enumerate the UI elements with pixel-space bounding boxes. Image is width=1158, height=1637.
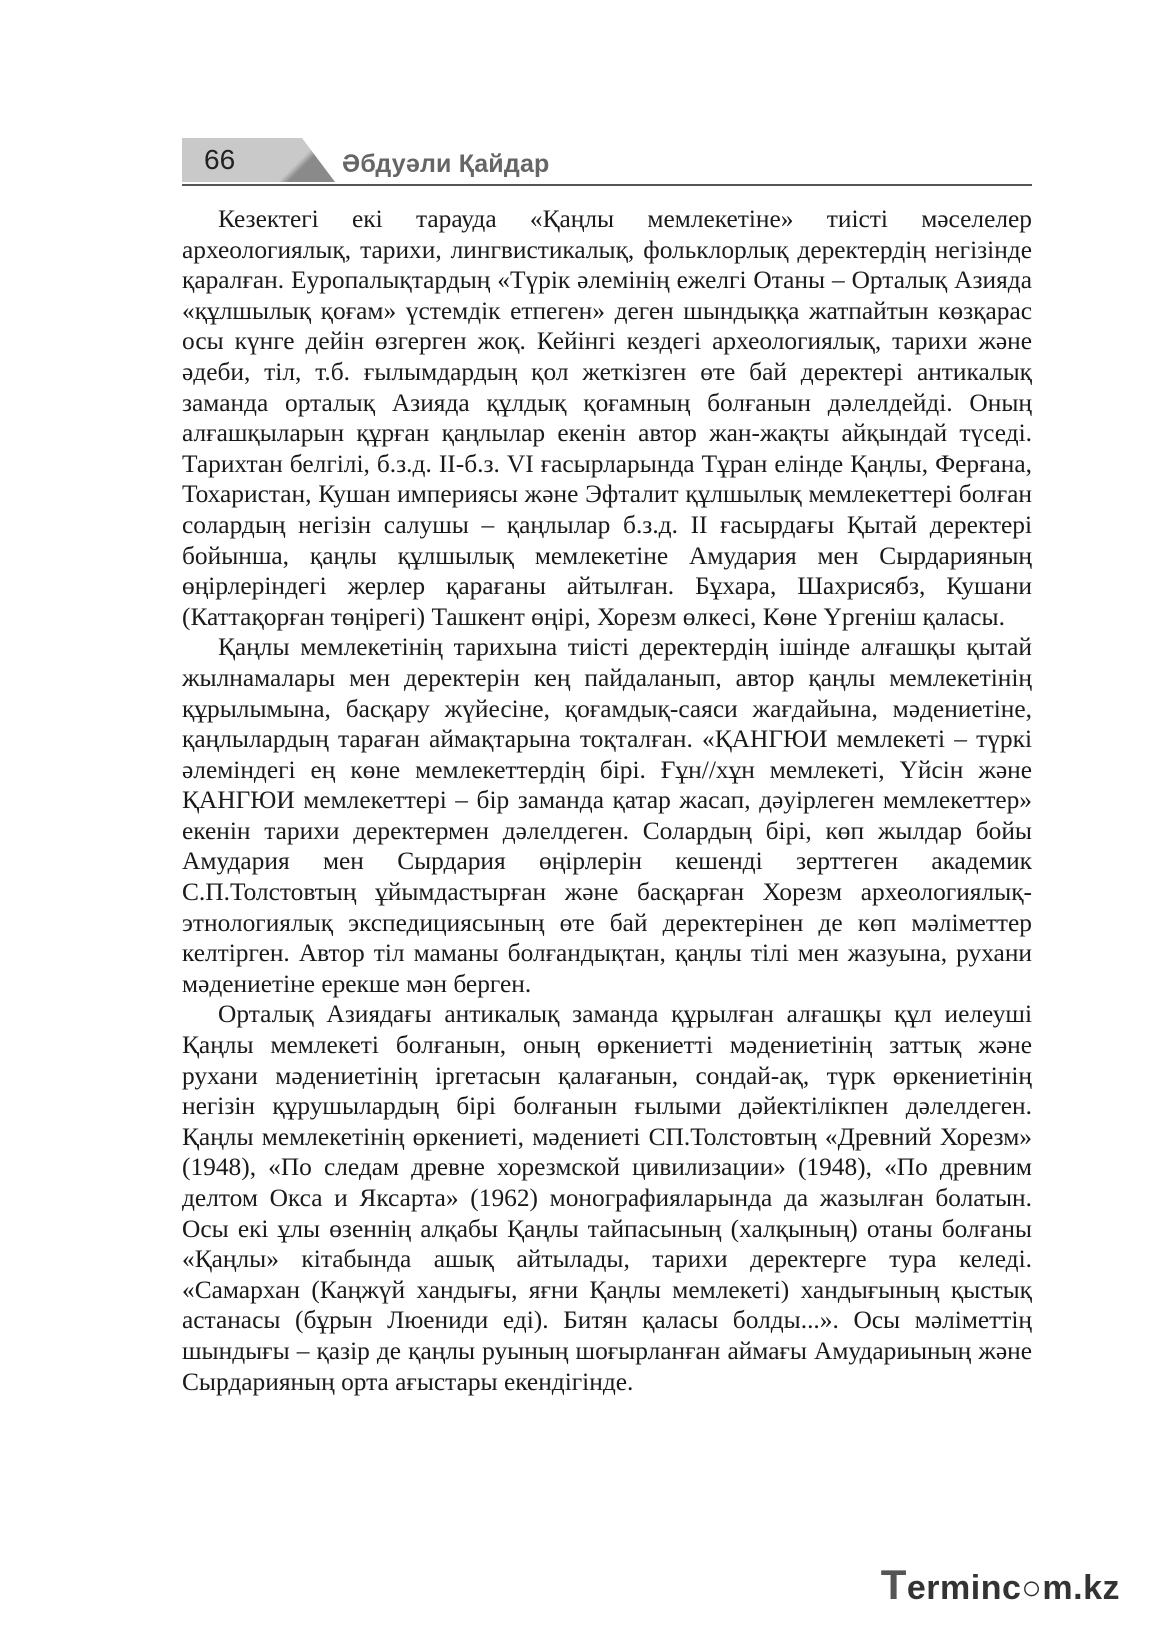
paragraph-2: Қаңлы мемлекетінің тарихына тиісті деректердің ішінде алғашқы қытай жылнамалары мен деректерін кең пайдаланып, автор қаңлы мемлекетінің құрылымына, басқару жүйесіне, қоғамдық-саяси жағдайына, мәдениетіне, қаңлылардың тараған аймақтарына тоқталған. «ҚАНГЮИ мемлекеті – түркі әлеміндегі ең көне мемлекеттердің бірі. Ғұн//хұн мемлекеті, Үйсін және ҚАНГЮИ мемлекеттері – бір заманда қатар жасап, дәуірлеген мемлекеттер» екенін тарихи деректермен дәлелдеген. Солардың бірі, көп жылдар бойы Амудария мен Сырдария өңірлерін кешенді зерттеген академик С.П.Толстовтың ұйымдастырған және басқарған Хорезм археологиялық-этнологиялық экспедициясының өте бай деректерінен де көп мәліметтер келтірген. Автор тіл маманы болғандықтан, қаңлы тілі мен жазуына, рухани мәдениетіне ерекше мән берген. <box>182 633 1032 998</box>
paragraph-3: Орталық Азиядағы антикалық заманда құрылған алғашқы құл иелеуші Қаңлы мемлекеті болғанын, оның өркениетті мәдениетінің заттық және рухани мәдениетінің іргетасын қалағанын, сондай-ақ, түрк өркениетінің негізін құрушылардың бірі болғанын ғылыми дәйектілікпен дәлелдеген. Қаңлы мемлекетінің өркениеті, мәдениеті СП.Толстовтың «Древний Хорезм» (1948), «По следам древне хорезмской цивилизации» (1948), «По древним делтом Окса и Яксарта» (1962) монографияларында да жазылған болатын. Осы екі ұлы өзеннің алқабы Қаңлы тайпасының (халқының) отаны болғаны «Қаңлы» кітабында ашық айтылады, тарихи деректерге тура келеді. «Самархан (Каңжүй хандығы, яғни Қаңлы мемлекеті) хандығының қыстық астанасы (бұрын Люениди еді). Битян қаласы болды...». Осы мәліметтің шындығы – қазір де қаңлы руының шоғырланған аймағы Амудариының және Сырдарияның орта ағыстары екендігінде. <box>182 1000 1032 1396</box>
page-number: 66 <box>204 144 236 175</box>
running-header <box>182 138 1032 190</box>
site-watermark <box>881 1561 1120 1609</box>
running-header-author: Әбдуәли Қайдар <box>342 150 550 178</box>
page-number-box <box>182 138 275 182</box>
paragraph-1: Кезектегі екі тарауда «Қаңлы мемлекетіне» тиісті мәселелер археологиялық, тарихи, лингвистикалық, фольклорлық деректердің негізінде қаралған. Еуропалықтардың «Түрік әлемінің ежелгі Отаны – Орталық Азияда «құлшылық қоғам» үстемдік етпеген» деген шындыққа жатпайтын көзқарас осы күнге дейін өзгерген жоқ. Кейінгі кездегі археологиялық, тарихи және әдеби, тіл, т.б. ғылымдардың қол жеткізген өте бай деректері антикалық заманда орталық Азияда құлдық қоғамның болғанын дәлелдейді. Оның алғашқыларын құрған қаңлылар екенін автор жан-жақты айқындай түседі. Тарихтан белгілі, б.з.д. ІІ-б.з. VІ ғасырларында Тұран елінде Қаңлы, Ферғана, Тохаристан, Кушан империясы және Эфталит құлшылық мемлекеттері болған солардың негізін салушы – қаңлылар б.з.д. ІІ ғасырдағы Қытай деректері бойынша, қаңлы құлшылық мемлекетіне Амудария мен Сырдарияның өңірлеріндегі жерлер қарағаны айтылған. Бұхара, Шахрисябз, Кушани (Каттақорған төңірегі) Ташкент өңірі, Хорезм өлкесі, Көне Үргеніш қаласы. <box>182 205 1032 631</box>
header-decorative-triangle <box>275 138 335 182</box>
header-rule <box>182 184 1032 186</box>
watermark-initial: T <box>880 1561 907 1608</box>
watermark-text: erminc○m.kz <box>906 1569 1120 1607</box>
body-text <box>182 204 1032 1397</box>
